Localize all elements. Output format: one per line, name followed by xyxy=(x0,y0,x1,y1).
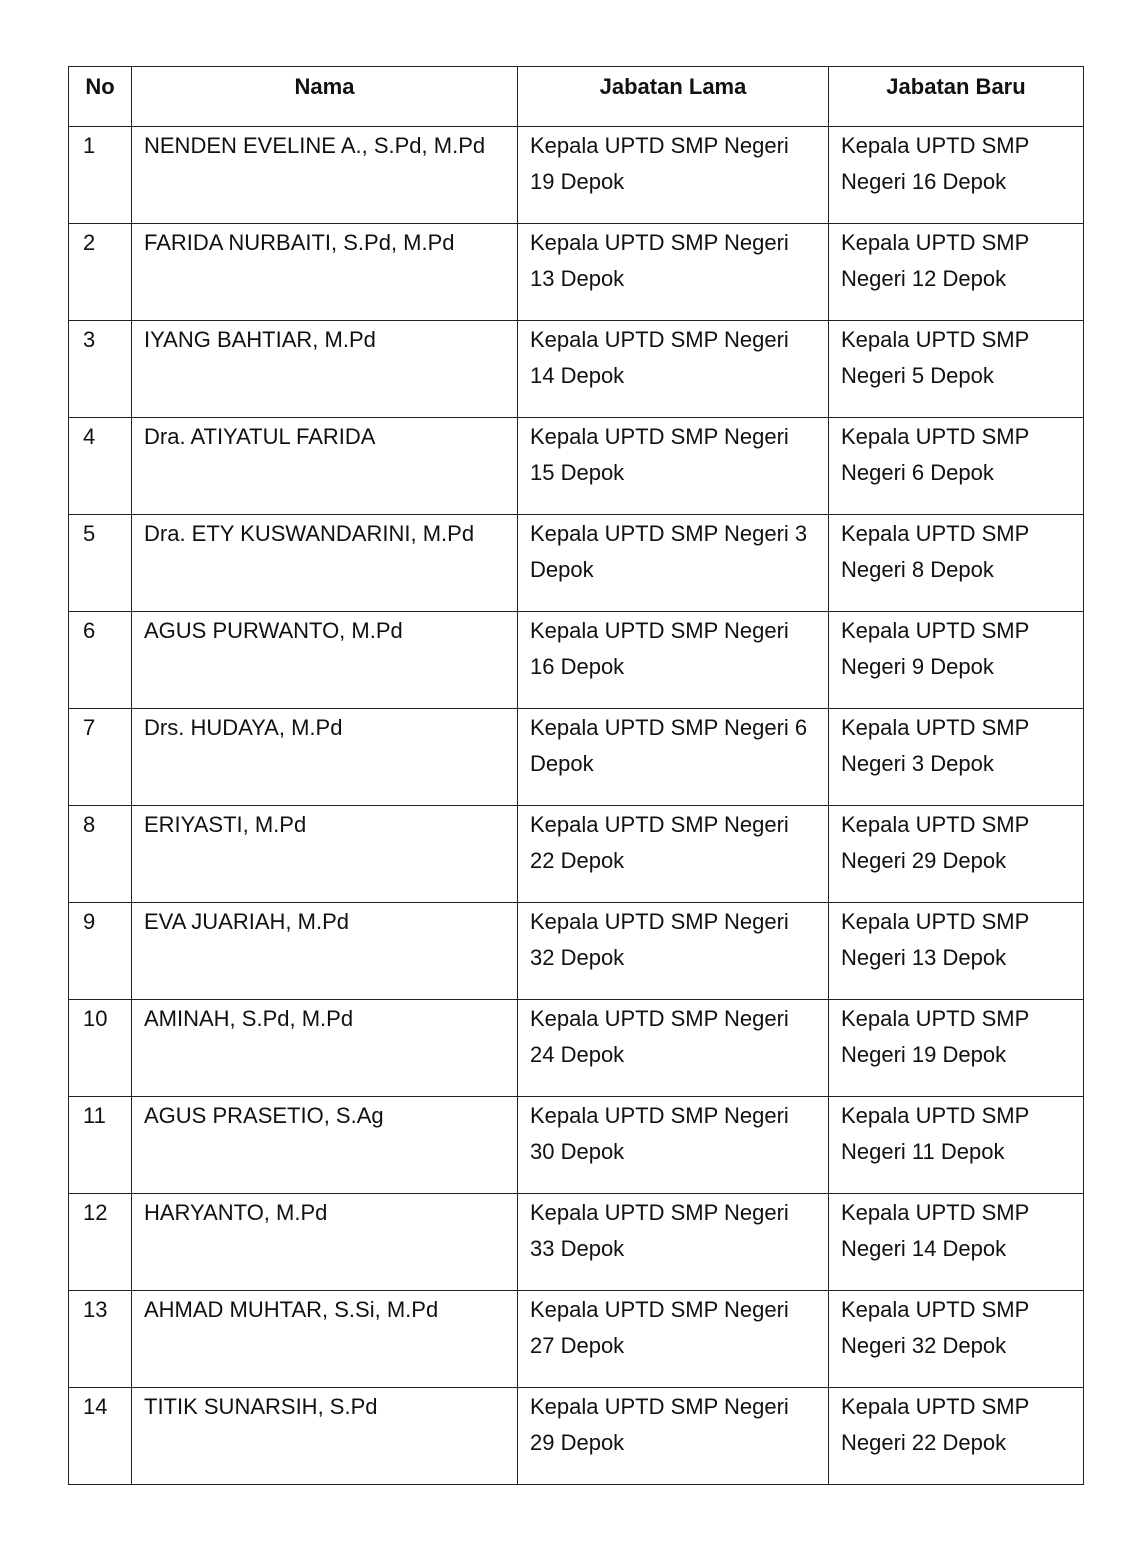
cell-nama xyxy=(132,418,518,515)
cell-jabatan-lama xyxy=(518,1194,829,1291)
cell-jabatan-lama xyxy=(518,127,829,224)
cell-jabatan-lama xyxy=(518,1291,829,1388)
cell-nama-text: EVA JUARIAH, M.Pd xyxy=(144,909,349,934)
table-header xyxy=(69,67,1084,127)
cell-nama xyxy=(132,806,518,903)
cell-jabatan-lama-text: Kepala UPTD SMP Negeri 6 Depok xyxy=(530,715,808,776)
cell-jabatan-lama xyxy=(518,612,829,709)
table-row xyxy=(69,806,1084,903)
cell-jabatan-lama xyxy=(518,1388,829,1485)
cell-jabatan-baru xyxy=(829,1194,1084,1291)
cell-jabatan-baru xyxy=(829,127,1084,224)
cell-no-text: 1 xyxy=(83,133,96,158)
cell-jabatan-baru xyxy=(829,1291,1084,1388)
cell-nama xyxy=(132,612,518,709)
cell-jabatan-baru xyxy=(829,515,1084,612)
cell-jabatan-lama-text: Kepala UPTD SMP Negeri 19 Depok xyxy=(530,133,789,194)
cell-nama xyxy=(132,1097,518,1194)
cell-no-text: 11 xyxy=(83,1103,106,1128)
cell-no xyxy=(69,127,132,224)
cell-no xyxy=(69,903,132,1000)
cell-jabatan-lama-text: Kepala UPTD SMP Negeri 14 Depok xyxy=(530,327,789,388)
cell-jabatan-lama-text: Kepala UPTD SMP Negeri 27 Depok xyxy=(530,1297,789,1358)
cell-jabatan-lama xyxy=(518,321,829,418)
cell-nama xyxy=(132,321,518,418)
cell-no xyxy=(69,1097,132,1194)
table-body xyxy=(69,127,1084,1485)
cell-jabatan-lama-text: Kepala UPTD SMP Negeri 24 Depok xyxy=(530,1006,789,1067)
cell-no-text: 6 xyxy=(83,618,96,643)
table-row xyxy=(69,418,1084,515)
cell-jabatan-baru xyxy=(829,1388,1084,1485)
header-no: No xyxy=(69,67,132,127)
cell-jabatan-baru-text: Kepala UPTD SMP Negeri 19 Depok xyxy=(841,1006,1029,1067)
cell-jabatan-baru xyxy=(829,418,1084,515)
cell-jabatan-baru xyxy=(829,709,1084,806)
cell-jabatan-lama-text: Kepala UPTD SMP Negeri 29 Depok xyxy=(530,1394,789,1455)
cell-nama-text: Dra. ATIYATUL FARIDA xyxy=(144,424,376,449)
cell-jabatan-baru xyxy=(829,903,1084,1000)
cell-nama-text: AGUS PRASETIO, S.Ag xyxy=(144,1103,384,1128)
cell-no-text: 4 xyxy=(83,424,96,449)
header-jabatan-lama: Jabatan Lama xyxy=(518,67,829,127)
cell-no-text: 3 xyxy=(83,327,96,352)
cell-jabatan-lama xyxy=(518,224,829,321)
cell-jabatan-baru xyxy=(829,1097,1084,1194)
cell-nama-text: AHMAD MUHTAR, S.Si, M.Pd xyxy=(144,1297,439,1322)
cell-no xyxy=(69,612,132,709)
cell-jabatan-baru xyxy=(829,224,1084,321)
cell-nama xyxy=(132,709,518,806)
table-row xyxy=(69,1000,1084,1097)
cell-nama-text: IYANG BAHTIAR, M.Pd xyxy=(144,327,376,352)
table-row xyxy=(69,612,1084,709)
cell-nama xyxy=(132,1000,518,1097)
cell-no-text: 14 xyxy=(83,1394,108,1419)
cell-jabatan-lama-text: Kepala UPTD SMP Negeri 30 Depok xyxy=(530,1103,789,1164)
cell-nama xyxy=(132,224,518,321)
table-row xyxy=(69,515,1084,612)
cell-jabatan-baru-text: Kepala UPTD SMP Negeri 13 Depok xyxy=(841,909,1029,970)
cell-nama xyxy=(132,127,518,224)
cell-jabatan-lama xyxy=(518,515,829,612)
cell-jabatan-baru-text: Kepala UPTD SMP Negeri 12 Depok xyxy=(841,230,1029,291)
header-row xyxy=(69,67,1084,127)
cell-jabatan-lama xyxy=(518,806,829,903)
table-row xyxy=(69,1194,1084,1291)
cell-no-text: 7 xyxy=(83,715,96,740)
table-row xyxy=(69,1291,1084,1388)
table-row xyxy=(69,1097,1084,1194)
cell-jabatan-baru-text: Kepala UPTD SMP Negeri 9 Depok xyxy=(841,618,1029,679)
cell-jabatan-lama-text: Kepala UPTD SMP Negeri 15 Depok xyxy=(530,424,789,485)
table-row xyxy=(69,1388,1084,1485)
table-row xyxy=(69,224,1084,321)
header-jabatan-baru: Jabatan Baru xyxy=(829,67,1084,127)
cell-jabatan-baru xyxy=(829,612,1084,709)
cell-nama xyxy=(132,1291,518,1388)
cell-jabatan-lama xyxy=(518,709,829,806)
table-row xyxy=(69,127,1084,224)
cell-jabatan-baru-text: Kepala UPTD SMP Negeri 8 Depok xyxy=(841,521,1029,582)
cell-nama-text: AGUS PURWANTO, M.Pd xyxy=(144,618,403,643)
cell-jabatan-baru xyxy=(829,321,1084,418)
cell-nama-text: TITIK SUNARSIH, S.Pd xyxy=(144,1394,378,1419)
cell-jabatan-lama-text: Kepala UPTD SMP Negeri 22 Depok xyxy=(530,812,789,873)
cell-no-text: 2 xyxy=(83,230,96,255)
cell-jabatan-lama xyxy=(518,418,829,515)
cell-no xyxy=(69,1000,132,1097)
cell-jabatan-baru xyxy=(829,1000,1084,1097)
cell-jabatan-lama xyxy=(518,1097,829,1194)
cell-no-text: 9 xyxy=(83,909,96,934)
cell-jabatan-lama xyxy=(518,903,829,1000)
cell-jabatan-baru-text: Kepala UPTD SMP Negeri 6 Depok xyxy=(841,424,1029,485)
table-row xyxy=(69,321,1084,418)
cell-no xyxy=(69,224,132,321)
cell-no xyxy=(69,709,132,806)
cell-nama xyxy=(132,515,518,612)
cell-jabatan-baru-text: Kepala UPTD SMP Negeri 16 Depok xyxy=(841,133,1029,194)
cell-nama-text: AMINAH, S.Pd, M.Pd xyxy=(144,1006,354,1031)
cell-no xyxy=(69,1291,132,1388)
cell-nama xyxy=(132,1194,518,1291)
cell-no xyxy=(69,418,132,515)
cell-nama-text: HARYANTO, M.Pd xyxy=(144,1200,328,1225)
cell-nama-text: Dra. ETY KUSWANDARINI, M.Pd xyxy=(144,521,475,546)
cell-no-text: 10 xyxy=(83,1006,108,1031)
cell-nama-text: Drs. HUDAYA, M.Pd xyxy=(144,715,343,740)
cell-jabatan-lama-text: Kepala UPTD SMP Negeri 33 Depok xyxy=(530,1200,789,1261)
cell-nama xyxy=(132,1388,518,1485)
cell-no xyxy=(69,1194,132,1291)
cell-jabatan-lama-text: Kepala UPTD SMP Negeri 13 Depok xyxy=(530,230,789,291)
header-nama: Nama xyxy=(132,67,518,127)
cell-no-text: 13 xyxy=(83,1297,108,1322)
cell-no-text: 8 xyxy=(83,812,96,837)
cell-jabatan-baru-text: Kepala UPTD SMP Negeri 32 Depok xyxy=(841,1297,1029,1358)
personnel-table xyxy=(68,66,1084,1485)
cell-nama-text: ERIYASTI, M.Pd xyxy=(144,812,307,837)
table-row xyxy=(69,903,1084,1000)
cell-jabatan-lama xyxy=(518,1000,829,1097)
cell-no xyxy=(69,321,132,418)
cell-jabatan-baru-text: Kepala UPTD SMP Negeri 14 Depok xyxy=(841,1200,1029,1261)
cell-jabatan-baru-text: Kepala UPTD SMP Negeri 11 Depok xyxy=(841,1103,1029,1164)
cell-no-text: 5 xyxy=(83,521,96,546)
cell-nama-text: NENDEN EVELINE A., S.Pd, M.Pd xyxy=(144,133,486,158)
cell-nama-text: FARIDA NURBAITI, S.Pd, M.Pd xyxy=(144,230,455,255)
cell-jabatan-baru-text: Kepala UPTD SMP Negeri 29 Depok xyxy=(841,812,1029,873)
cell-jabatan-lama-text: Kepala UPTD SMP Negeri 16 Depok xyxy=(530,618,789,679)
cell-no-text: 12 xyxy=(83,1200,108,1225)
cell-no xyxy=(69,806,132,903)
cell-no xyxy=(69,515,132,612)
cell-nama xyxy=(132,903,518,1000)
cell-jabatan-baru-text: Kepala UPTD SMP Negeri 22 Depok xyxy=(841,1394,1029,1455)
cell-jabatan-baru-text: Kepala UPTD SMP Negeri 5 Depok xyxy=(841,327,1029,388)
cell-jabatan-baru-text: Kepala UPTD SMP Negeri 3 Depok xyxy=(841,715,1029,776)
table-row xyxy=(69,709,1084,806)
cell-jabatan-lama-text: Kepala UPTD SMP Negeri 32 Depok xyxy=(530,909,789,970)
cell-no xyxy=(69,1388,132,1485)
cell-jabatan-lama-text: Kepala UPTD SMP Negeri 3 Depok xyxy=(530,521,808,582)
cell-jabatan-baru xyxy=(829,806,1084,903)
